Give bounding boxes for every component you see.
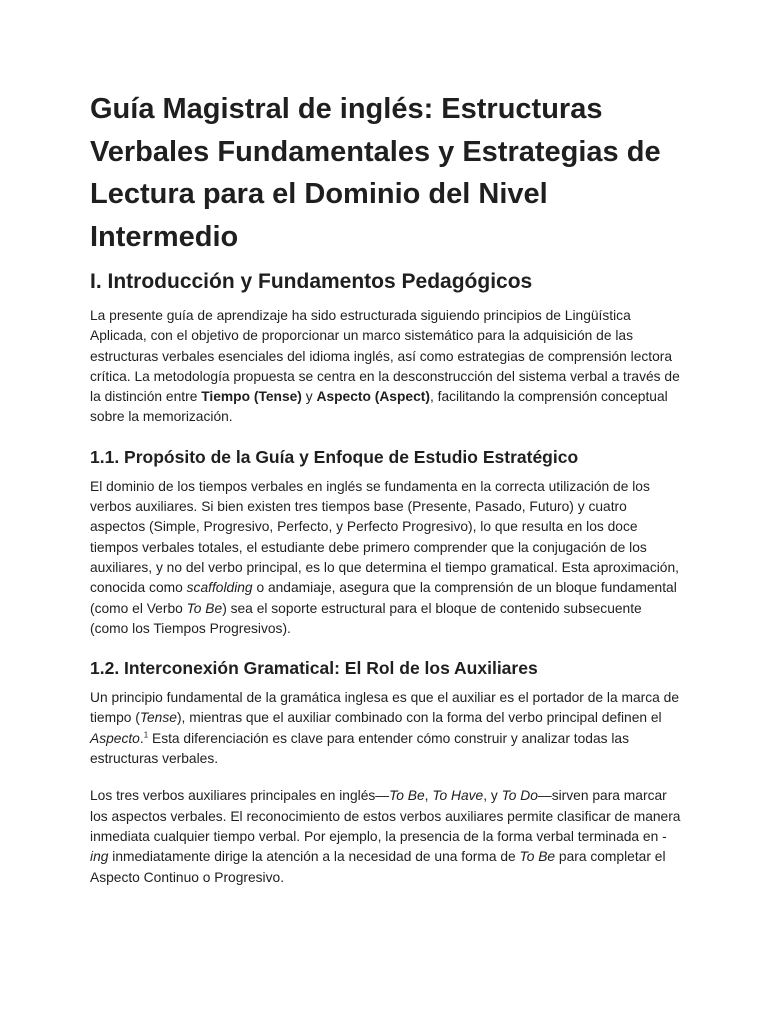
- italic-tense: Tense: [139, 710, 177, 726]
- paragraph-introduccion: La presente guía de aprendizaje ha sido estructurada siguiendo principios de Lingüística Aplicada, con el objetivo de proporcionar un marco sistemático para la adquisición de las estructuras verbales esenciales del idioma inglés, así como estrategias de comprensión lectora crítica. La metodología propuesta se centra en la desconstrucción del sistema verbal a través de la distinción entre Tiempo (Tense) y Aspecto (Aspect), facilitando la comprensión conceptual sobre la memorización.: [90, 308, 680, 425]
- section-heading-introduccion: I. Introducción y Fundamentos Pedagógicos: [90, 270, 533, 293]
- italic-scaffolding: scaffolding: [186, 580, 253, 596]
- footnote-ref[interactable]: 1: [143, 730, 149, 740]
- subsection-heading-1-1: 1.1. Propósito de la Guía y Enfoque de Estudio Estratégico: [90, 446, 579, 467]
- bold-tiempo: Tiempo (Tense): [201, 389, 302, 405]
- paragraph-interconexion-2: Los tres verbos auxiliares principales en inglés—To Be, To Have, y To Do—sirven para marcar los aspectos verbales. El reconocimiento de estos verbos auxiliares permite clasificar de manera inmediata cualquier tiempo verbal. Por ejemplo, la presencia de la forma verbal terminada en -ing inmediatamente dirige la atención a la necesidad de una forma de To Be para completar el Aspecto Continuo o Progresivo.: [90, 788, 681, 885]
- bold-aspecto: Aspecto (Aspect): [316, 389, 430, 405]
- italic-to-be-2: To Be: [389, 788, 425, 804]
- document-title: Guía Magistral de inglés: Estructuras Verbales Fundamentales y Estrategias de Lectura para el Dominio del Nivel Intermedio: [90, 93, 661, 253]
- italic-to-be-3: To Be: [519, 849, 556, 865]
- italic-to-be: To Be: [186, 600, 223, 616]
- document-page: [90, 88, 682, 905]
- italic-ing: ing: [90, 849, 109, 865]
- paragraph-interconexion-1: Un principio fundamental de la gramática inglesa es que el auxiliar es el portador de la marca de tiempo (Tense), mientras que el auxiliar combinado con la forma del verbo principal definen el Aspecto.$^1$ Esta diferenciación es clave para entender cómo construir y analizar todas las estructuras verbales.: [90, 690, 680, 767]
- italic-to-do: To Do: [501, 788, 538, 804]
- subsection-heading-1-2: 1.2. Interconexión Gramatical: El Rol de los Auxiliares: [90, 658, 538, 679]
- italic-to-have: To Have: [432, 788, 484, 804]
- paragraph-proposito: El dominio de los tiempos verbales en inglés se fundamenta en la correcta utilización de los verbos auxiliares. Si bien existen tres tiempos base (Presente, Pasado, Futuro) y cuatro aspectos (Simple, Progresivo, Perfecto, y Perfecto Progresivo), lo que resulta en los doce tiempos verbales totales, el estudiante debe primero comprender que la conjugación de los auxiliares, y no del verbo principal, es lo que determina el tiempo gramatical. Esta aproximación, conocida como scaffolding o andamiaje, asegura que la comprensión de un bloque fundamental (como el Verbo To Be) sea el soporte estructural para el bloque de contenido subsecuente (como los Tiempos Progresivos).: [90, 478, 679, 636]
- italic-aspecto: Aspecto: [90, 730, 140, 746]
